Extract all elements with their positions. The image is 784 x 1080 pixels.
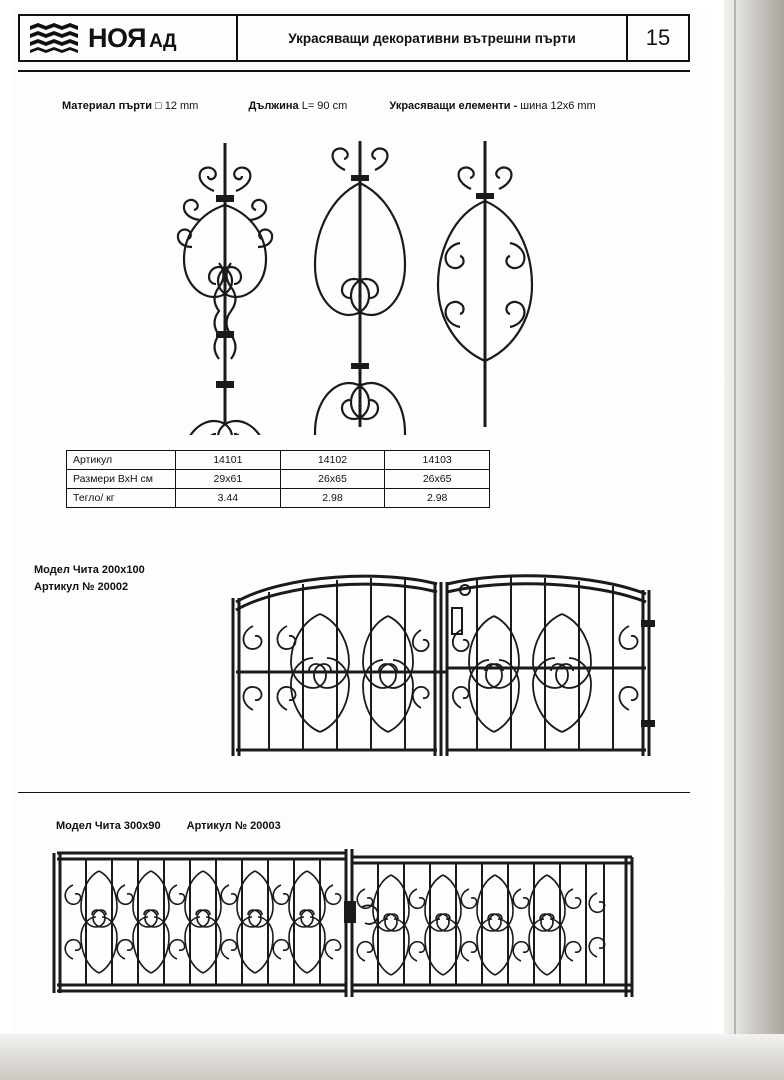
cell-value: 14101 [176,451,281,470]
model-1-caption [34,562,145,596]
header-divider [18,70,690,72]
cell-value: 14103 [385,451,490,470]
row-label: Артикул [67,451,176,470]
company-name-text [88,22,177,53]
model-1-name: Модел Чита 200x100 [34,564,145,576]
row-label: Размери ВхН см [67,470,176,489]
panel-14101 [178,143,272,435]
company-name: НОЯ [88,22,147,53]
scan-edge-right [724,0,784,1080]
cell-value: 3.44 [176,489,281,508]
elements-value: шина 12x6 mm [520,100,596,112]
table-row [67,470,490,489]
company-logo [20,16,238,60]
model-1-article: Артикул № 20002 [34,581,129,593]
page-title: Украсяващи декоративни вътрешни пърти [238,16,628,60]
page-number: 15 [645,25,671,50]
model-2-caption [56,820,281,832]
cell-value: 14102 [280,451,385,470]
panel-drawings [60,135,620,435]
material-value: □ 12 mm [155,100,199,112]
table-row [67,451,490,470]
gate-drawing-20003 [46,845,646,1010]
length-label: Дължина [248,100,299,112]
cell-value: 2.98 [385,489,490,508]
panel-14103 [438,141,532,435]
wave-lines-logo-icon [28,22,84,54]
material-label: Материал пърти [62,100,152,112]
gate-drawing-20002 [225,568,660,768]
cell-value: 29x61 [176,470,281,489]
panel-14102 [315,141,405,435]
cell-value: 2.98 [280,489,385,508]
row-label: Тегло/ кг [67,489,176,508]
elements-label: Украсяващи елементи - [389,100,518,112]
section-divider [18,792,690,793]
company-suffix: АД [149,30,177,52]
model-2-article: Артикул № 20003 [186,820,281,832]
cell-value: 26x65 [385,470,490,489]
scan-edge-bottom [0,1034,784,1080]
cell-value: 26x65 [280,470,385,489]
table-row [67,489,490,508]
length-value: L= 90 cm [301,100,348,112]
page-header [18,14,690,62]
specification-line [62,100,682,112]
specification-table [66,450,490,508]
scan-edge-fold-line [734,0,736,1080]
model-2-name: Модел Чита 300x90 [56,820,161,832]
